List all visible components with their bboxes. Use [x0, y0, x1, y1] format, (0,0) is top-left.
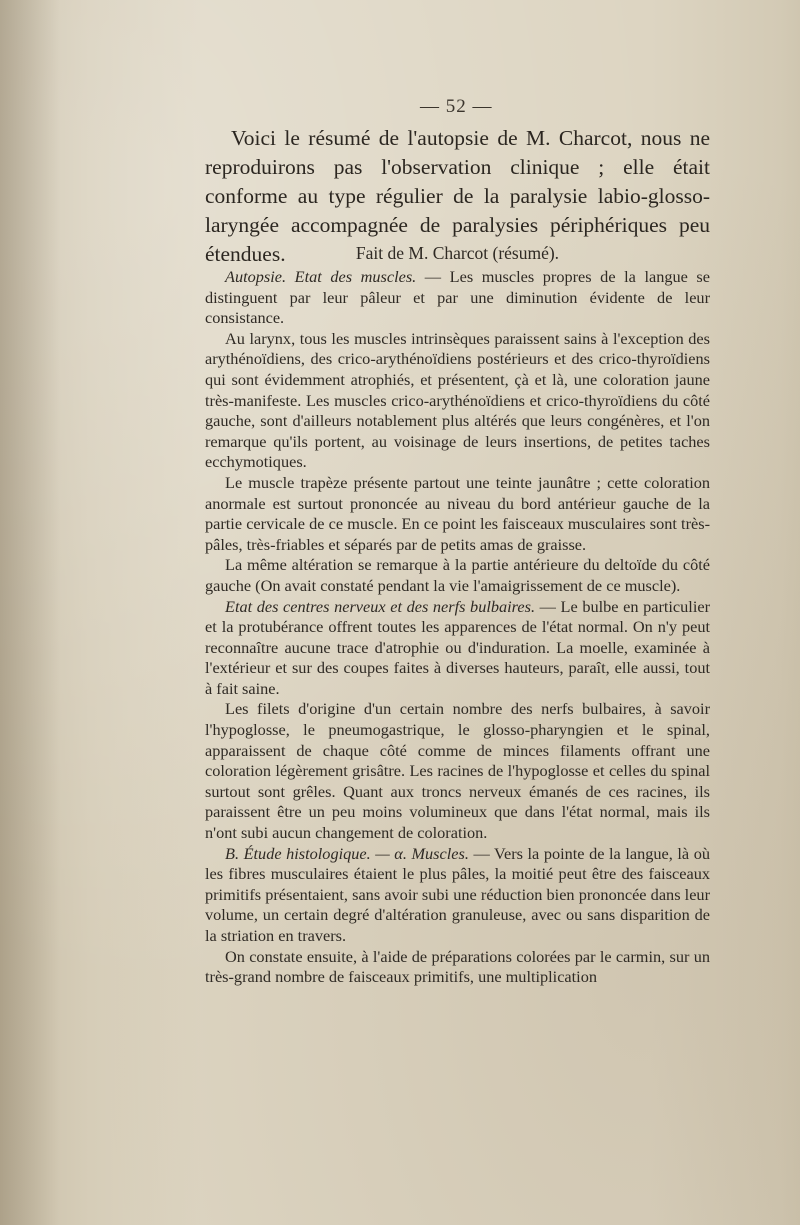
- paragraph-text: — Les muscles propres de la langue se distinguent par leur pâleur et par une diminution évidente de leur consistance.: [205, 267, 710, 328]
- paragraph-centres-nerveux: [205, 597, 710, 700]
- paragraph-lead: B. Étude histologique. — α. Muscles.: [225, 843, 469, 863]
- paragraph-text: La même altération se remarque à la partie antérieure du deltoïde du côté gauche (On avait constaté pendant la vie l'amaigrissement de ce muscle).: [205, 555, 710, 595]
- paragraph-text: — Le bulbe en particulier et la protubérance offrent toutes les apparences de l'état normal. On n'y peut reconnaître aucune trace d'atrophie ou d'induration. La moelle, examinée à l'extérieur et sur des coupes faites à diverses hauteurs, paraît, elle aussi, tout à fait saine.: [205, 596, 710, 698]
- paragraph-text: — Vers la pointe de la langue, là où les fibres musculaires étaient le plus pâles, la moitié peut être des faisceaux primitifs présentaient, sans avoir subi une réduction bien prononcée dans leur volume, un certain degré d'altération granuleuse, avec ou sans disparition de la striation en travers.: [205, 843, 710, 945]
- paragraph-carmin: [205, 947, 710, 988]
- body-text: [205, 267, 710, 988]
- paragraph-text: Au larynx, tous les muscles intrinsèques paraissent sains à l'exception des arythénoïdiens, des crico-arythénoïdiens postérieurs et des crico-thyroïdiens qui sont évidemment atrophiés, et présentent, çà et là, une coloration jaune très-manifeste. Les muscles crico-arythénoïdiens et crico-thyroïdiens du côté gauche, sont d'ailleurs notablement plus altérés que leurs congénères, et l'on remarque qu'ils portent, au voisinage de leurs insertions, de petites taches ecchymotiques.: [205, 328, 710, 472]
- paragraph-autopsie: [205, 267, 710, 329]
- section-title: Fait de M. Charcot (résumé).: [355, 243, 560, 263]
- paragraph-larynx: [205, 329, 710, 473]
- paragraph-text: On constate ensuite, à l'aide de préparations colorées par le carmin, sur un très-grand nombre de faisceaux primitifs, une multiplication: [205, 946, 710, 987]
- paragraph-trapeze: [205, 473, 710, 555]
- page-number: — 52 —: [420, 96, 493, 117]
- paragraph-deltoide: [205, 555, 710, 596]
- page-edge-shadow: [0, 0, 60, 1225]
- paragraph-lead: Etat des centres nerveux et des nerfs bulbaires.: [225, 596, 536, 616]
- paragraph-text: Les filets d'origine d'un certain nombre des nerfs bulbaires, à savoir l'hypoglosse, le pneumogastrique, le glosso-pharyngien et le spinal, apparaissent de chaque côté comme de minces filaments offrant une coloration légèrement grisâtre. Les racines de l'hypoglosse et celles du spinal surtout sont grêles. Quant aux troncs nerveux émanés de ces racines, ils paraissent être un peu moins volumineux que dans l'état normal, mais ils n'ont subi aucun changement de coloration.: [205, 699, 710, 843]
- intro-paragraph: Voici le résumé de l'autopsie de M. Charcot, nous ne reproduirons pas l'observation clinique ; elle était conforme au type régulier de la paralysie labio-glosso-laryngée accompagnée de paralysies périphériques peu étendues.: [205, 126, 710, 266]
- paragraph-lead: Autopsie. Etat des muscles.: [225, 267, 417, 286]
- paragraph-nerfs-bulbaires: [205, 699, 710, 843]
- paragraph-etude-histologique: [205, 844, 710, 947]
- paragraph-text: Le muscle trapèze présente partout une teinte jaunâtre ; cette coloration anormale est surtout prononcée au niveau du bord antérieur gauche de la partie cervicale de ce muscle. En ce point les faisceaux musculaires sont très-pâles, très-friables et séparés par de petits amas de graisse.: [205, 472, 710, 554]
